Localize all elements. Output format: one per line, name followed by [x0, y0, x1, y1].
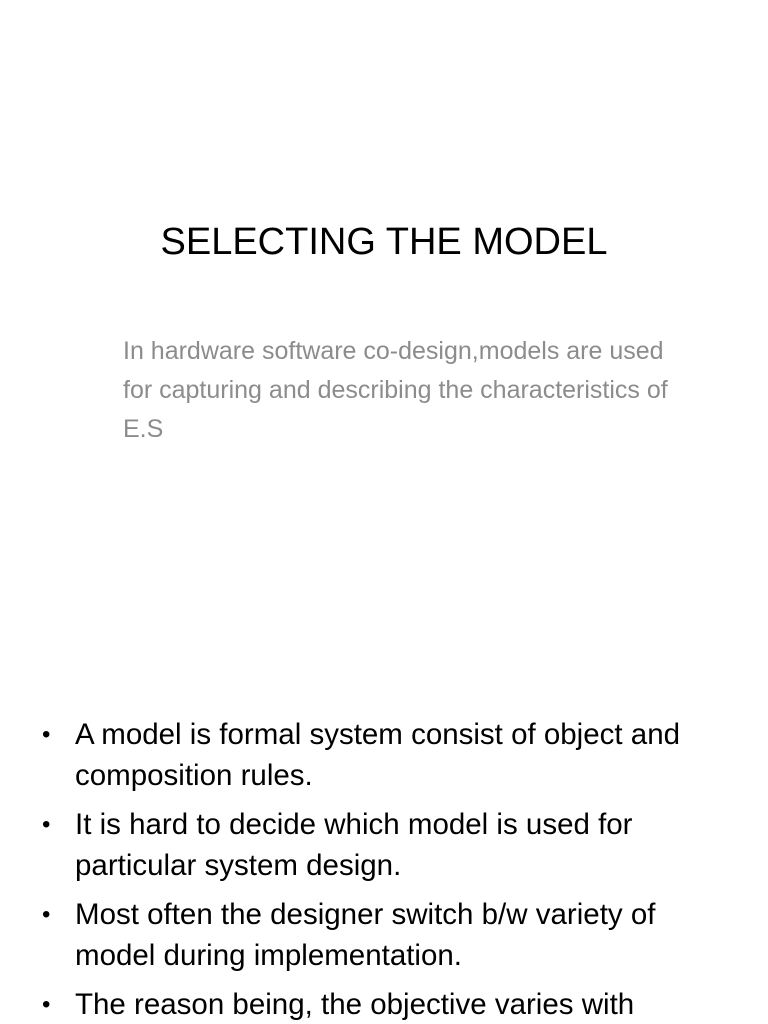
bullet-item: [40, 714, 740, 796]
bullet-item: [40, 984, 740, 1024]
slide-title: SELECTING THE MODEL: [160, 221, 608, 263]
bullet-dot-icon: •: [42, 811, 51, 838]
slide-subtitle: In hardware software co-design,models are used for capturing and describing the characteristics of E.S: [123, 337, 668, 443]
bullet-text: Most often the designer switch b/w variety of model during implementation.: [75, 898, 656, 972]
bullet-dot-icon: •: [42, 721, 51, 748]
bullet-dot-icon: •: [42, 991, 51, 1018]
bullet-list: [40, 714, 740, 1024]
bullet-text: A model is formal system consist of object and composition rules.: [75, 718, 681, 792]
bullet-dot-icon: •: [42, 901, 51, 928]
bullet-text: The reason being, the objective varies with: [75, 988, 635, 1021]
bullet-item: [40, 804, 740, 886]
bullet-text: It is hard to decide which model is used for particular system design.: [75, 808, 633, 882]
slide-bullets-page: [0, 576, 768, 1024]
bullet-item: [40, 894, 740, 976]
